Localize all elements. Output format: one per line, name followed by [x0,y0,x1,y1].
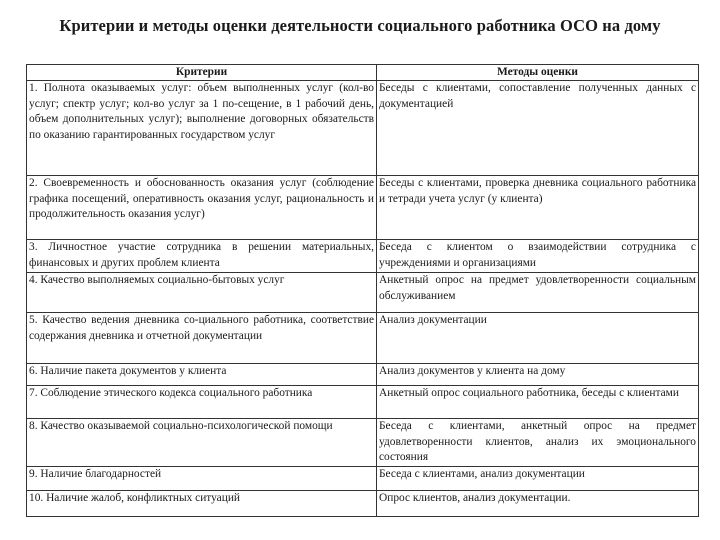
criterion-cell: 6. Наличие пакета документов у клиента [27,364,377,386]
method-cell: Беседы с клиентами, сопоставление полученных данных с документацией [377,81,699,176]
table-row [27,81,699,176]
criterion-cell: 10. Наличие жалоб, конфликтных ситуаций [27,491,377,517]
table-row [27,364,699,386]
method-cell: Опрос клиентов, анализ документации. [377,491,699,517]
table-row [27,313,699,364]
criterion-cell: 4. Качество выполняемых социально-бытовых услуг [27,273,377,313]
criterion-cell: 9. Наличие благодарностей [27,467,377,491]
criterion-cell: 3. Личностное участие сотрудника в решении материальных, финансовых и других проблем клиента [27,240,377,273]
table-row [27,419,699,467]
method-cell: Анкетный опрос социального работника, беседы с клиентами [377,386,699,419]
method-cell: Анализ документов у клиента на дому [377,364,699,386]
criteria-table [26,64,699,517]
method-cell: Анализ документации [377,313,699,364]
method-cell: Беседа с клиентами, анализ документации [377,467,699,491]
criterion-cell: 2. Своевременность и обоснованность оказания услуг (соблюдение графика посещений, оперативность оказания услуг, рациональность и продолжительность оказания услуг) [27,176,377,240]
table-row [27,467,699,491]
page-title: Критерии и методы оценки деятельности социального работника ОСО на дому [59,16,661,35]
header-criteria: Критерии [27,65,377,81]
criterion-cell: 8. Качество оказываемой социально-психологической помощи [27,419,377,467]
method-cell: Анкетный опрос на предмет удовлетворенности социальным обслуживанием [377,273,699,313]
header-methods: Методы оценки [377,65,699,81]
method-cell: Беседы с клиентами, проверка дневника социального работника и тетради учета услуг (у клиента) [377,176,699,240]
criterion-cell: 5. Качество ведения дневника со-циального работника, соответствие содержания дневника и отчетной документации [27,313,377,364]
criterion-cell: 7. Соблюдение этического кодекса социального работника [27,386,377,419]
table-row [27,491,699,517]
table-row [27,386,699,419]
criterion-cell: 1. Полнота оказываемых услуг: объем выполненных услуг (кол-во услуг; спектр услуг; кол-во услуг за 1 по-сещение, в 1 рабочий день, объем дополнительных услуг); выполнение договорных обязательств по оказанию гарантированных государством услуг [27,81,377,176]
table-row [27,240,699,273]
table-header-row [27,65,699,81]
method-cell: Беседа с клиентом о взаимодействии сотрудника с учреждениями и организациями [377,240,699,273]
table-row [27,176,699,240]
method-cell: Беседа с клиентами, анкетный опрос на предмет удовлетворенности клиентов, анализ их эмоционального состояния [377,419,699,467]
table-row [27,273,699,313]
